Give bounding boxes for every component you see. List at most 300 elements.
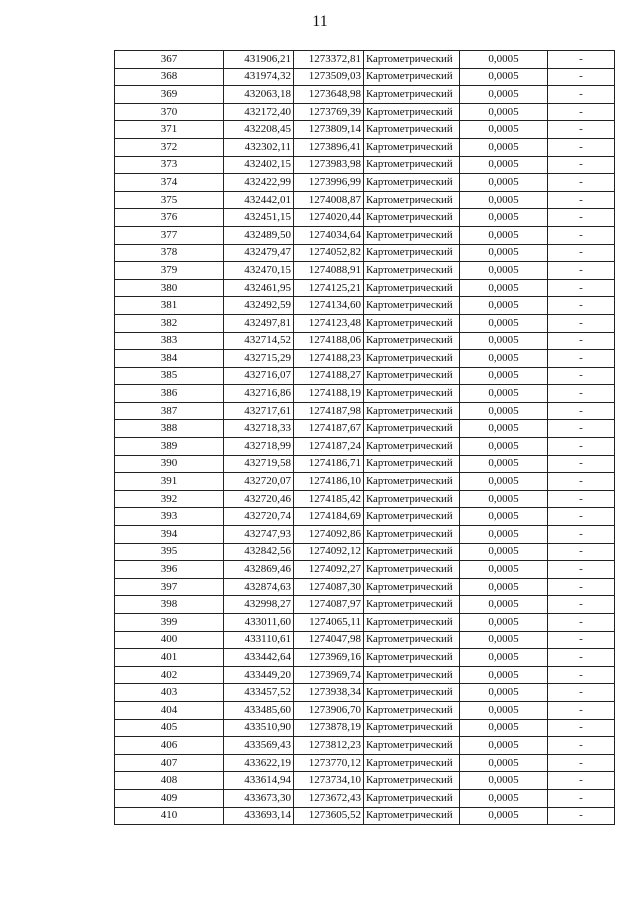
- description-cell: -: [548, 314, 615, 332]
- method-cell: Картометрический: [364, 332, 460, 350]
- method-cell: Картометрический: [364, 807, 460, 825]
- table-row: [115, 578, 615, 596]
- error-cell: 0,0005: [460, 789, 548, 807]
- table-row: [115, 174, 615, 192]
- description-cell: -: [548, 596, 615, 614]
- table-row: [115, 121, 615, 139]
- y-coordinate-cell: 1273734,10: [294, 772, 364, 790]
- table-row: [115, 191, 615, 209]
- error-cell: 0,0005: [460, 438, 548, 456]
- x-coordinate-cell: 432461,95: [224, 279, 294, 297]
- method-cell: Картометрический: [364, 789, 460, 807]
- method-cell: Картометрический: [364, 526, 460, 544]
- y-coordinate-cell: 1273769,39: [294, 103, 364, 121]
- method-cell: Картометрический: [364, 103, 460, 121]
- coordinates-table: [114, 50, 615, 825]
- x-coordinate-cell: 432874,63: [224, 578, 294, 596]
- method-cell: Картометрический: [364, 737, 460, 755]
- error-cell: 0,0005: [460, 402, 548, 420]
- page-number: 11: [312, 13, 328, 30]
- point-number-cell: 394: [115, 526, 224, 544]
- table-row: [115, 789, 615, 807]
- error-cell: 0,0005: [460, 649, 548, 667]
- table-row: [115, 332, 615, 350]
- x-coordinate-cell: 432719,58: [224, 455, 294, 473]
- y-coordinate-cell: 1273812,23: [294, 737, 364, 755]
- method-cell: Картометрический: [364, 701, 460, 719]
- y-coordinate-cell: 1273878,19: [294, 719, 364, 737]
- table-row: [115, 262, 615, 280]
- error-cell: 0,0005: [460, 684, 548, 702]
- x-coordinate-cell: 433442,64: [224, 649, 294, 667]
- description-cell: -: [548, 666, 615, 684]
- point-number-cell: 379: [115, 262, 224, 280]
- x-coordinate-cell: 432422,99: [224, 174, 294, 192]
- method-cell: Картометрический: [364, 561, 460, 579]
- error-cell: 0,0005: [460, 490, 548, 508]
- description-cell: -: [548, 438, 615, 456]
- method-cell: Картометрический: [364, 508, 460, 526]
- point-number-cell: 396: [115, 561, 224, 579]
- description-cell: -: [548, 684, 615, 702]
- coordinates-table-body: [115, 51, 615, 825]
- point-number-cell: 395: [115, 543, 224, 561]
- table-row: [115, 543, 615, 561]
- x-coordinate-cell: 433622,19: [224, 754, 294, 772]
- error-cell: 0,0005: [460, 614, 548, 632]
- x-coordinate-cell: 432718,99: [224, 438, 294, 456]
- y-coordinate-cell: 1273906,70: [294, 701, 364, 719]
- point-number-cell: 389: [115, 438, 224, 456]
- table-row: [115, 314, 615, 332]
- point-number-cell: 386: [115, 385, 224, 403]
- y-coordinate-cell: 1274186,71: [294, 455, 364, 473]
- point-number-cell: 371: [115, 121, 224, 139]
- method-cell: Картометрический: [364, 314, 460, 332]
- description-cell: -: [548, 244, 615, 262]
- x-coordinate-cell: 432720,74: [224, 508, 294, 526]
- description-cell: -: [548, 614, 615, 632]
- description-cell: -: [548, 279, 615, 297]
- table-row: [115, 420, 615, 438]
- error-cell: 0,0005: [460, 367, 548, 385]
- error-cell: 0,0005: [460, 262, 548, 280]
- table-row: [115, 772, 615, 790]
- error-cell: 0,0005: [460, 737, 548, 755]
- y-coordinate-cell: 1274052,82: [294, 244, 364, 262]
- error-cell: 0,0005: [460, 596, 548, 614]
- error-cell: 0,0005: [460, 350, 548, 368]
- x-coordinate-cell: 432172,40: [224, 103, 294, 121]
- method-cell: Картометрический: [364, 455, 460, 473]
- table-row: [115, 51, 615, 69]
- error-cell: 0,0005: [460, 51, 548, 69]
- method-cell: Картометрический: [364, 385, 460, 403]
- y-coordinate-cell: 1274188,27: [294, 367, 364, 385]
- error-cell: 0,0005: [460, 561, 548, 579]
- table-row: [115, 209, 615, 227]
- description-cell: -: [548, 719, 615, 737]
- error-cell: 0,0005: [460, 156, 548, 174]
- x-coordinate-cell: 432720,46: [224, 490, 294, 508]
- description-cell: -: [548, 367, 615, 385]
- table-row: [115, 631, 615, 649]
- y-coordinate-cell: 1274020,44: [294, 209, 364, 227]
- x-coordinate-cell: 433614,94: [224, 772, 294, 790]
- x-coordinate-cell: 433449,20: [224, 666, 294, 684]
- point-number-cell: 392: [115, 490, 224, 508]
- table-row: [115, 526, 615, 544]
- point-number-cell: 372: [115, 138, 224, 156]
- y-coordinate-cell: 1273509,03: [294, 68, 364, 86]
- table-row: [115, 156, 615, 174]
- method-cell: Картометрический: [364, 244, 460, 262]
- point-number-cell: 397: [115, 578, 224, 596]
- point-number-cell: 375: [115, 191, 224, 209]
- description-cell: -: [548, 561, 615, 579]
- table-row: [115, 385, 615, 403]
- method-cell: Картометрический: [364, 209, 460, 227]
- description-cell: -: [548, 649, 615, 667]
- table-row: [115, 138, 615, 156]
- error-cell: 0,0005: [460, 279, 548, 297]
- method-cell: Картометрический: [364, 543, 460, 561]
- y-coordinate-cell: 1274187,67: [294, 420, 364, 438]
- error-cell: 0,0005: [460, 666, 548, 684]
- description-cell: -: [548, 508, 615, 526]
- y-coordinate-cell: 1274087,97: [294, 596, 364, 614]
- table-row: [115, 490, 615, 508]
- error-cell: 0,0005: [460, 297, 548, 315]
- error-cell: 0,0005: [460, 578, 548, 596]
- description-cell: -: [548, 807, 615, 825]
- description-cell: -: [548, 103, 615, 121]
- error-cell: 0,0005: [460, 526, 548, 544]
- error-cell: 0,0005: [460, 420, 548, 438]
- method-cell: Картометрический: [364, 438, 460, 456]
- point-number-cell: 398: [115, 596, 224, 614]
- x-coordinate-cell: 432714,52: [224, 332, 294, 350]
- x-coordinate-cell: 432451,15: [224, 209, 294, 227]
- method-cell: Картометрический: [364, 649, 460, 667]
- description-cell: -: [548, 701, 615, 719]
- y-coordinate-cell: 1273996,99: [294, 174, 364, 192]
- error-cell: 0,0005: [460, 719, 548, 737]
- point-number-cell: 407: [115, 754, 224, 772]
- x-coordinate-cell: 432715,29: [224, 350, 294, 368]
- description-cell: -: [548, 297, 615, 315]
- method-cell: Картометрический: [364, 754, 460, 772]
- description-cell: -: [548, 174, 615, 192]
- method-cell: Картометрический: [364, 578, 460, 596]
- x-coordinate-cell: 432720,07: [224, 473, 294, 491]
- y-coordinate-cell: 1274092,12: [294, 543, 364, 561]
- description-cell: -: [548, 420, 615, 438]
- y-coordinate-cell: 1274092,27: [294, 561, 364, 579]
- method-cell: Картометрический: [364, 279, 460, 297]
- point-number-cell: 369: [115, 86, 224, 104]
- y-coordinate-cell: 1274187,98: [294, 402, 364, 420]
- y-coordinate-cell: 1274187,24: [294, 438, 364, 456]
- point-number-cell: 399: [115, 614, 224, 632]
- description-cell: -: [548, 332, 615, 350]
- table-row: [115, 68, 615, 86]
- point-number-cell: 385: [115, 367, 224, 385]
- description-cell: -: [548, 455, 615, 473]
- x-coordinate-cell: 432402,15: [224, 156, 294, 174]
- error-cell: 0,0005: [460, 103, 548, 121]
- table-row: [115, 473, 615, 491]
- x-coordinate-cell: 431974,32: [224, 68, 294, 86]
- y-coordinate-cell: 1274188,23: [294, 350, 364, 368]
- method-cell: Картометрический: [364, 262, 460, 280]
- y-coordinate-cell: 1274185,42: [294, 490, 364, 508]
- table-row: [115, 402, 615, 420]
- error-cell: 0,0005: [460, 226, 548, 244]
- description-cell: -: [548, 473, 615, 491]
- method-cell: Картометрический: [364, 631, 460, 649]
- x-coordinate-cell: 432716,07: [224, 367, 294, 385]
- table-row: [115, 226, 615, 244]
- y-coordinate-cell: 1274065,11: [294, 614, 364, 632]
- y-coordinate-cell: 1274184,69: [294, 508, 364, 526]
- x-coordinate-cell: 432479,47: [224, 244, 294, 262]
- method-cell: Картометрический: [364, 402, 460, 420]
- x-coordinate-cell: 433673,30: [224, 789, 294, 807]
- point-number-cell: 367: [115, 51, 224, 69]
- point-number-cell: 410: [115, 807, 224, 825]
- point-number-cell: 377: [115, 226, 224, 244]
- x-coordinate-cell: 432489,50: [224, 226, 294, 244]
- error-cell: 0,0005: [460, 543, 548, 561]
- point-number-cell: 388: [115, 420, 224, 438]
- description-cell: -: [548, 138, 615, 156]
- description-cell: -: [548, 262, 615, 280]
- x-coordinate-cell: 431906,21: [224, 51, 294, 69]
- error-cell: 0,0005: [460, 244, 548, 262]
- point-number-cell: 403: [115, 684, 224, 702]
- method-cell: Картометрический: [364, 174, 460, 192]
- y-coordinate-cell: 1274134,60: [294, 297, 364, 315]
- point-number-cell: 393: [115, 508, 224, 526]
- y-coordinate-cell: 1274092,86: [294, 526, 364, 544]
- point-number-cell: 401: [115, 649, 224, 667]
- table-row: [115, 367, 615, 385]
- table-row: [115, 438, 615, 456]
- table-row: [115, 244, 615, 262]
- method-cell: Картометрический: [364, 614, 460, 632]
- description-cell: -: [548, 191, 615, 209]
- description-cell: -: [548, 631, 615, 649]
- point-number-cell: 373: [115, 156, 224, 174]
- error-cell: 0,0005: [460, 385, 548, 403]
- table-row: [115, 350, 615, 368]
- x-coordinate-cell: 433011,60: [224, 614, 294, 632]
- point-number-cell: 400: [115, 631, 224, 649]
- error-cell: 0,0005: [460, 86, 548, 104]
- table-row: [115, 737, 615, 755]
- description-cell: -: [548, 209, 615, 227]
- y-coordinate-cell: 1273648,98: [294, 86, 364, 104]
- point-number-cell: 391: [115, 473, 224, 491]
- description-cell: -: [548, 772, 615, 790]
- description-cell: -: [548, 754, 615, 772]
- error-cell: 0,0005: [460, 209, 548, 227]
- table-row: [115, 596, 615, 614]
- x-coordinate-cell: 433693,14: [224, 807, 294, 825]
- point-number-cell: 402: [115, 666, 224, 684]
- table-row: [115, 297, 615, 315]
- description-cell: -: [548, 51, 615, 69]
- y-coordinate-cell: 1274125,21: [294, 279, 364, 297]
- description-cell: -: [548, 68, 615, 86]
- point-number-cell: 404: [115, 701, 224, 719]
- y-coordinate-cell: 1273672,43: [294, 789, 364, 807]
- point-number-cell: 384: [115, 350, 224, 368]
- y-coordinate-cell: 1273809,14: [294, 121, 364, 139]
- x-coordinate-cell: 432442,01: [224, 191, 294, 209]
- table-row: [115, 455, 615, 473]
- description-cell: -: [548, 86, 615, 104]
- error-cell: 0,0005: [460, 754, 548, 772]
- x-coordinate-cell: 432869,46: [224, 561, 294, 579]
- description-cell: -: [548, 350, 615, 368]
- table-row: [115, 103, 615, 121]
- description-cell: -: [548, 737, 615, 755]
- description-cell: -: [548, 543, 615, 561]
- x-coordinate-cell: 433569,43: [224, 737, 294, 755]
- table-row: [115, 649, 615, 667]
- y-coordinate-cell: 1273969,16: [294, 649, 364, 667]
- x-coordinate-cell: 432063,18: [224, 86, 294, 104]
- error-cell: 0,0005: [460, 138, 548, 156]
- x-coordinate-cell: 432470,15: [224, 262, 294, 280]
- point-number-cell: 376: [115, 209, 224, 227]
- table-row: [115, 684, 615, 702]
- x-coordinate-cell: 433510,90: [224, 719, 294, 737]
- y-coordinate-cell: 1273372,81: [294, 51, 364, 69]
- error-cell: 0,0005: [460, 455, 548, 473]
- error-cell: 0,0005: [460, 772, 548, 790]
- error-cell: 0,0005: [460, 631, 548, 649]
- y-coordinate-cell: 1274188,19: [294, 385, 364, 403]
- point-number-cell: 381: [115, 297, 224, 315]
- table-row: [115, 666, 615, 684]
- description-cell: -: [548, 385, 615, 403]
- point-number-cell: 368: [115, 68, 224, 86]
- method-cell: Картометрический: [364, 350, 460, 368]
- y-coordinate-cell: 1273605,52: [294, 807, 364, 825]
- method-cell: Картометрический: [364, 51, 460, 69]
- point-number-cell: 405: [115, 719, 224, 737]
- y-coordinate-cell: 1273896,41: [294, 138, 364, 156]
- method-cell: Картометрический: [364, 367, 460, 385]
- method-cell: Картометрический: [364, 226, 460, 244]
- y-coordinate-cell: 1274188,06: [294, 332, 364, 350]
- table-row: [115, 508, 615, 526]
- method-cell: Картометрический: [364, 297, 460, 315]
- method-cell: Картометрический: [364, 772, 460, 790]
- x-coordinate-cell: 432302,11: [224, 138, 294, 156]
- x-coordinate-cell: 432492,59: [224, 297, 294, 315]
- method-cell: Картометрический: [364, 138, 460, 156]
- error-cell: 0,0005: [460, 174, 548, 192]
- table-row: [115, 719, 615, 737]
- y-coordinate-cell: 1274087,30: [294, 578, 364, 596]
- table-row: [115, 561, 615, 579]
- description-cell: -: [548, 226, 615, 244]
- y-coordinate-cell: 1273938,34: [294, 684, 364, 702]
- description-cell: -: [548, 490, 615, 508]
- table-row: [115, 701, 615, 719]
- x-coordinate-cell: 432208,45: [224, 121, 294, 139]
- y-coordinate-cell: 1273770,12: [294, 754, 364, 772]
- method-cell: Картометрический: [364, 191, 460, 209]
- y-coordinate-cell: 1274034,64: [294, 226, 364, 244]
- error-cell: 0,0005: [460, 314, 548, 332]
- x-coordinate-cell: 433110,61: [224, 631, 294, 649]
- point-number-cell: 383: [115, 332, 224, 350]
- y-coordinate-cell: 1274186,10: [294, 473, 364, 491]
- description-cell: -: [548, 526, 615, 544]
- error-cell: 0,0005: [460, 473, 548, 491]
- method-cell: Картометрический: [364, 666, 460, 684]
- error-cell: 0,0005: [460, 191, 548, 209]
- method-cell: Картометрический: [364, 719, 460, 737]
- table-row: [115, 807, 615, 825]
- x-coordinate-cell: 432716,86: [224, 385, 294, 403]
- point-number-cell: 382: [115, 314, 224, 332]
- point-number-cell: 380: [115, 279, 224, 297]
- method-cell: Картометрический: [364, 684, 460, 702]
- method-cell: Картометрический: [364, 420, 460, 438]
- y-coordinate-cell: 1274008,87: [294, 191, 364, 209]
- table-row: [115, 279, 615, 297]
- point-number-cell: 387: [115, 402, 224, 420]
- error-cell: 0,0005: [460, 807, 548, 825]
- y-coordinate-cell: 1274047,98: [294, 631, 364, 649]
- description-cell: -: [548, 789, 615, 807]
- method-cell: Картометрический: [364, 156, 460, 174]
- x-coordinate-cell: 432717,61: [224, 402, 294, 420]
- point-number-cell: 378: [115, 244, 224, 262]
- description-cell: -: [548, 156, 615, 174]
- x-coordinate-cell: 432497,81: [224, 314, 294, 332]
- error-cell: 0,0005: [460, 701, 548, 719]
- point-number-cell: 408: [115, 772, 224, 790]
- description-cell: -: [548, 402, 615, 420]
- y-coordinate-cell: 1274088,91: [294, 262, 364, 280]
- error-cell: 0,0005: [460, 332, 548, 350]
- table-row: [115, 614, 615, 632]
- y-coordinate-cell: 1273969,74: [294, 666, 364, 684]
- point-number-cell: 390: [115, 455, 224, 473]
- method-cell: Картометрический: [364, 473, 460, 491]
- x-coordinate-cell: 432998,27: [224, 596, 294, 614]
- description-cell: -: [548, 121, 615, 139]
- table-row: [115, 754, 615, 772]
- method-cell: Картометрический: [364, 490, 460, 508]
- y-coordinate-cell: 1274123,48: [294, 314, 364, 332]
- x-coordinate-cell: 433457,52: [224, 684, 294, 702]
- x-coordinate-cell: 432747,93: [224, 526, 294, 544]
- error-cell: 0,0005: [460, 121, 548, 139]
- table-row: [115, 86, 615, 104]
- y-coordinate-cell: 1273983,98: [294, 156, 364, 174]
- point-number-cell: 370: [115, 103, 224, 121]
- error-cell: 0,0005: [460, 68, 548, 86]
- method-cell: Картометрический: [364, 121, 460, 139]
